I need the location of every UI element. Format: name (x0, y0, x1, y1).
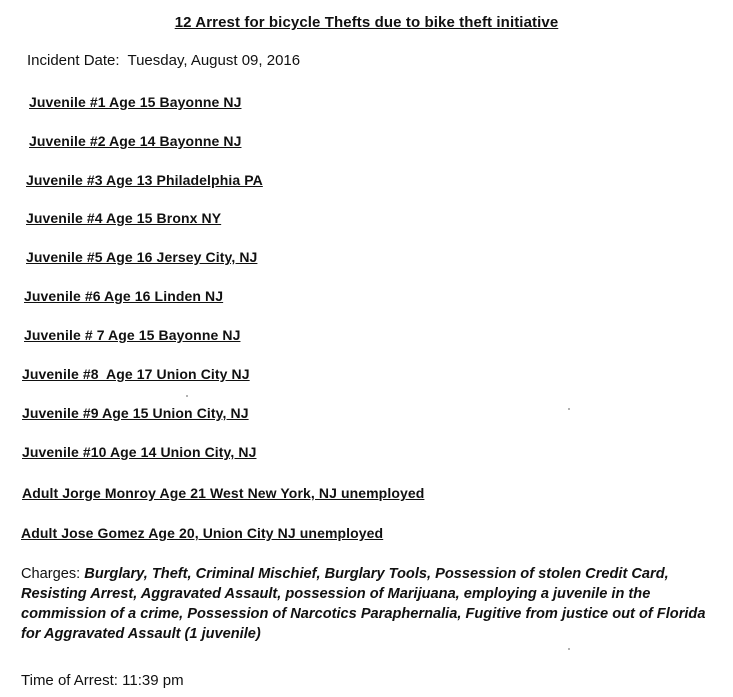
time-of-arrest-label: Time of Arrest: (21, 672, 118, 689)
arrestee-entry: Juvenile #8 Age 17 Union City NJ (22, 366, 250, 382)
arrestee-entry: Juvenile #9 Age 15 Union City, NJ (22, 405, 249, 421)
charges-list: Burglary, Theft, Criminal Mischief, Burglary Tools, Possession of stolen Credit Card, Resisting Arrest, Aggravated Assault, possession of Marijuana, employing a juvenile in the commission of a crime, Possession of Narcotics Paraphernalia, Fugitive from justice out of Florida for Aggravated Assault (1 juvenile) (21, 566, 706, 642)
arrestee-entry: Juvenile #10 Age 14 Union City, NJ (22, 444, 257, 460)
arrestee-entry: Juvenile #5 Age 16 Jersey City, NJ (26, 249, 258, 265)
time-of-arrest (21, 672, 184, 689)
scan-speck (568, 648, 570, 650)
incident-date (27, 52, 300, 69)
arrestee-entry: Adult Jorge Monroy Age 21 West New York, NJ unemployed (22, 485, 425, 501)
charges-paragraph (21, 564, 721, 644)
arrestee-entry: Juvenile #6 Age 16 Linden NJ (24, 288, 224, 304)
arrestee-entry: Juvenile #1 Age 15 Bayonne NJ (29, 94, 242, 110)
incident-date-value: Tuesday, August 09, 2016 (127, 52, 301, 69)
arrestee-entry: Adult Jose Gomez Age 20, Union City NJ unemployed (21, 525, 384, 541)
incident-date-label: Incident Date: (27, 52, 120, 69)
arrestee-entry: Juvenile #2 Age 14 Bayonne NJ (29, 133, 242, 149)
scan-speck (568, 408, 570, 410)
arrestee-entry: Juvenile #3 Age 13 Philadelphia PA (26, 172, 263, 188)
time-of-arrest-value: 11:39 pm (122, 672, 184, 689)
document-title: 12 Arrest for bicycle Thefts due to bike theft initiative (174, 14, 559, 31)
charges-label: Charges: (21, 566, 81, 582)
arrestee-entry: Juvenile # 7 Age 15 Bayonne NJ (24, 327, 241, 343)
scan-speck (186, 395, 188, 397)
arrestee-entry: Juvenile #4 Age 15 Bronx NY (26, 210, 222, 226)
